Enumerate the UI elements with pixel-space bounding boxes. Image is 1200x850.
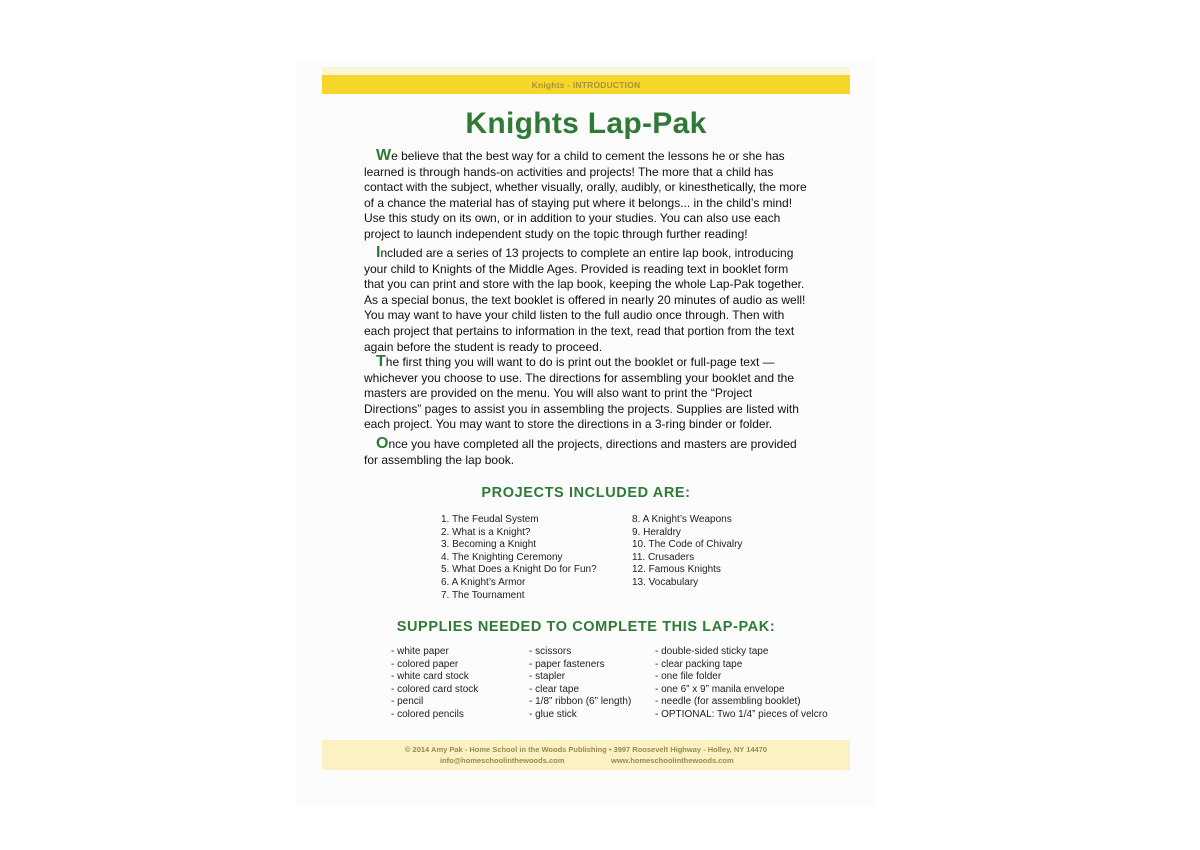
supplies-list-col3 <box>655 646 828 722</box>
paragraph-text: e believe that the best way for a child to cement the lessons he or she has learned is through hands-on activities and projects! The more that a child has contact with the subject, whether visually, orally, audibly, or kinesthetically, the more of a chance the material has of staying put where it belongs... in the child’s mind! Use this study on its own, or in addition to your studies. You can also use each project to launch independent study on the topic through further reading! <box>364 149 807 241</box>
list-item: - stapler <box>529 671 566 683</box>
list-item: 8. A Knight’s Weapons <box>632 514 732 525</box>
intro-paragraph-3 <box>364 354 810 433</box>
footer-website: www.homeschoolinthewoods.com <box>611 756 734 765</box>
list-item: 3. Becoming a Knight <box>441 539 537 551</box>
drop-cap: W <box>376 147 392 164</box>
drop-cap: T <box>376 353 386 370</box>
header-label: Knights - INTRODUCTION <box>531 80 641 90</box>
list-item: - colored pencils <box>391 708 464 720</box>
list-item: - pencil <box>391 696 424 708</box>
list-item: - colored paper <box>391 658 459 670</box>
paragraph-text: he first thing you will want to do is print out the booklet or full-page text — whichever you choose to use. The directions for assembling your booklet and the masters are provided on the menu. You will also want to print the “Project Directions” pages to assist you in assembling the projects. Supplies are listed with each project. You may want to store the directions in a 3-ring binder or folder. <box>364 355 799 432</box>
intro-paragraph-4 <box>364 436 810 468</box>
list-item: - colored card stock <box>391 683 479 695</box>
list-item: - glue stick <box>529 708 577 720</box>
projects-list-right <box>632 514 742 590</box>
header-bar <box>322 67 850 94</box>
projects-list-left <box>441 514 597 602</box>
list-item: 13. Vocabulary <box>632 576 699 588</box>
list-item: 10. The Code of Chivalry <box>632 539 743 551</box>
projects-heading: PROJECTS INCLUDED ARE: <box>481 485 691 501</box>
list-item: 11. Crusaders <box>632 551 695 563</box>
intro-paragraph-1 <box>364 148 810 243</box>
list-item: 4. The Knighting Ceremony <box>441 551 563 563</box>
list-item: 5. What Does a Knight Do for Fun? <box>441 564 597 576</box>
list-item: - paper fasteners <box>529 658 605 670</box>
drop-cap: I <box>376 244 381 261</box>
list-item: - clear tape <box>529 683 580 695</box>
paragraph-text: ncluded are a series of 13 projects to complete an entire lap book, introducing your child to Knights of the Middle Ages. Provided is reading text in booklet form that you can print and store with the lap book, keeping the whole Lap-Pak together. As a special bonus, the text booklet is offered in nearly 20 minutes of audio as well! You may want to have your child listen to the full audio once through. Then with each project that pertains to information in the text, read that portion from the text again before the student is ready to proceed. <box>364 246 806 354</box>
list-item: 2. What is a Knight? <box>441 526 531 538</box>
list-item: - one file folder <box>655 671 722 683</box>
paragraph-text: nce you have completed all the projects, directions and masters are provided for assembling the lap book. <box>364 437 797 467</box>
page-title: Knights Lap-Pak <box>465 107 707 140</box>
list-item: 12. Famous Knights <box>632 564 721 576</box>
footer-bar <box>322 740 850 770</box>
list-item: - OPTIONAL: Two 1/4” pieces of velcro <box>655 708 828 720</box>
footer-email: info@homeschoolinthewoods.com <box>440 756 565 765</box>
list-item: - white card stock <box>391 671 469 683</box>
list-item: - needle (for assembling booklet) <box>655 696 801 708</box>
list-item: - white paper <box>391 646 449 657</box>
drop-cap: O <box>376 435 389 452</box>
supplies-list-col1 <box>391 646 478 722</box>
supplies-list-col2 <box>529 646 631 722</box>
list-item: - scissors <box>529 646 572 657</box>
footer-copyright: © 2014 Amy Pak - Home School in the Woods Publishing • 3997 Roosevelt Highway - Holley, NY 14470 <box>404 745 768 754</box>
intro-paragraph-2 <box>364 245 810 355</box>
list-item: 1. The Feudal System <box>441 514 539 525</box>
list-item: 9. Heraldry <box>632 526 681 538</box>
list-item: - clear packing tape <box>655 658 743 670</box>
list-item: 7. The Tournament <box>441 589 525 601</box>
list-item: - one 6” x 9” manila envelope <box>655 683 785 695</box>
list-item: - double-sided sticky tape <box>655 646 769 657</box>
supplies-heading: SUPPLIES NEEDED TO COMPLETE THIS LAP-PAK: <box>396 619 776 635</box>
list-item: - 1/8” ribbon (6” length) <box>529 696 632 708</box>
list-item: 6. A Knight’s Armor <box>441 576 526 588</box>
